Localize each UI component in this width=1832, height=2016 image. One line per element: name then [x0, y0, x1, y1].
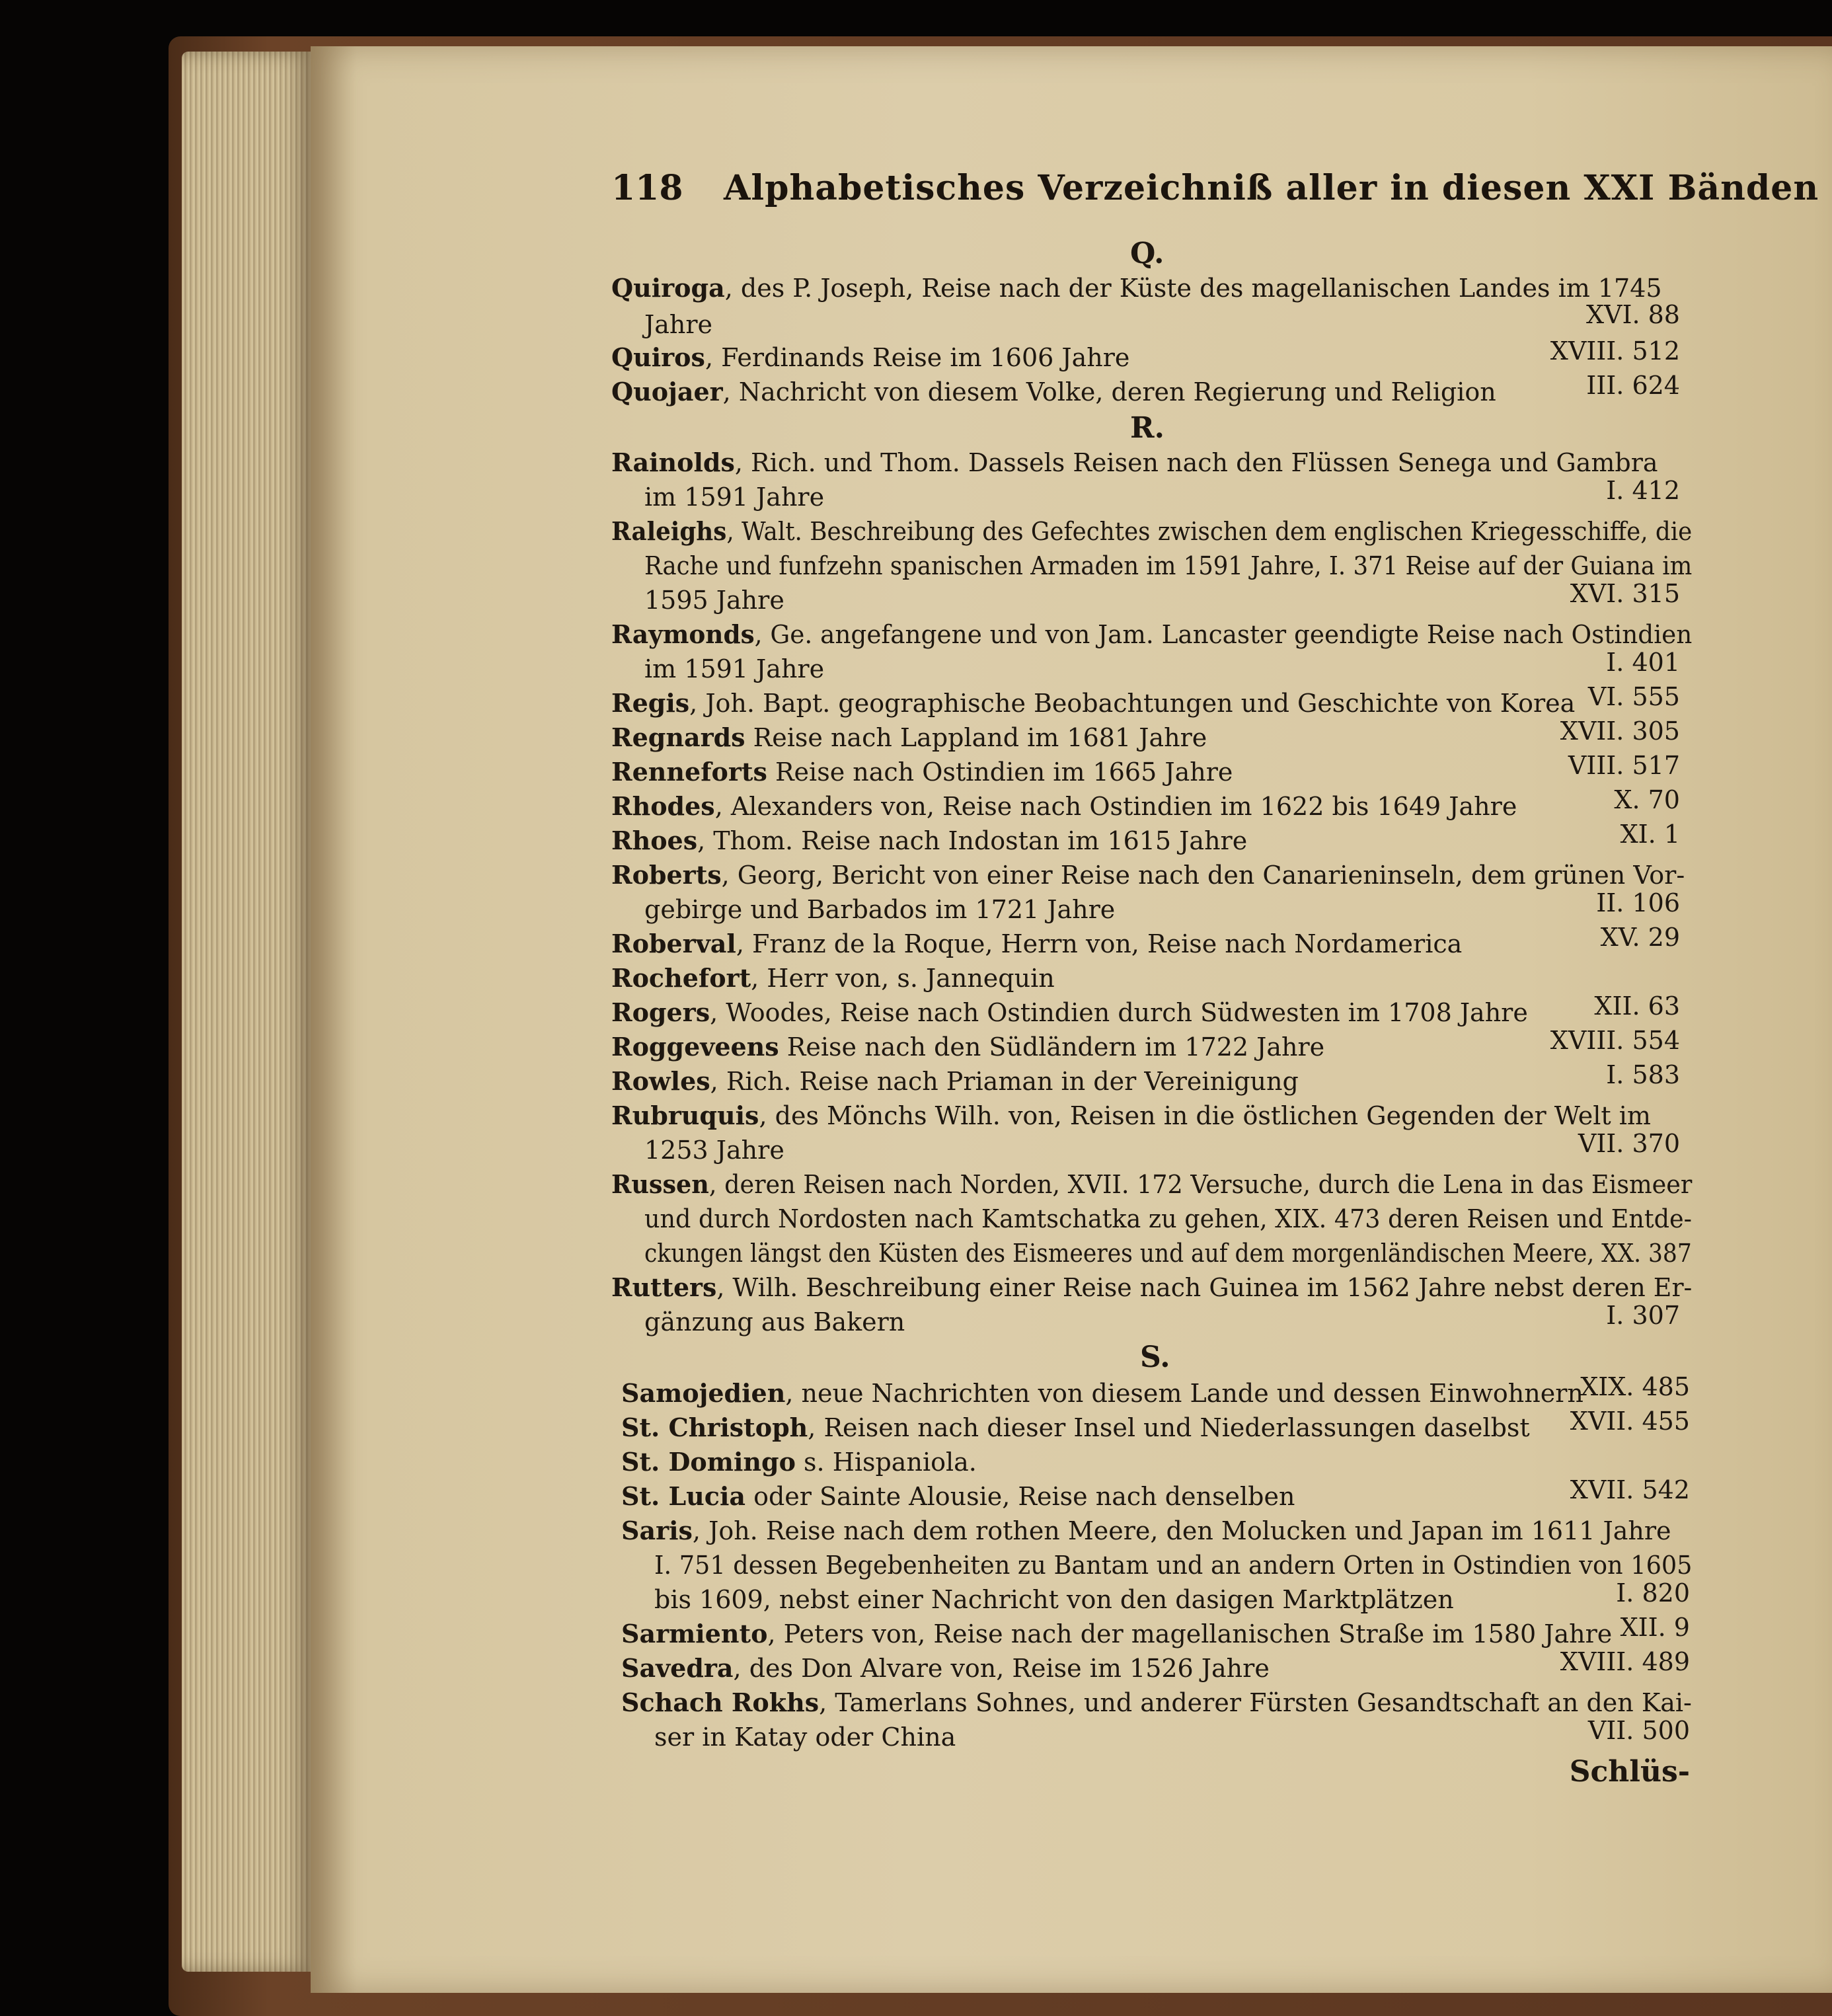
volume-page-ref: X. 70 [1614, 785, 1680, 814]
volume-page-ref: XVI. 88 [1585, 300, 1680, 329]
volume-page-ref: XVII. 305 [1560, 717, 1680, 746]
entry-continuation: I. 751 dessen Begebenheiten zu Bantam und an andern Orten in Ostindien von 1605 [654, 1551, 1693, 1580]
volume-page-ref: XVII. 455 [1570, 1407, 1690, 1436]
volume-page-ref: I. 820 [1616, 1578, 1690, 1608]
volume-page-ref: I. 583 [1606, 1060, 1680, 1089]
entry-continuation: ser in Katay oder China [654, 1723, 956, 1752]
index-entry: Rainolds, Rich. und Thom. Dassels Reisen nach den Flüssen Senega und Gambra [611, 447, 1658, 477]
volume-page-ref: VII. 370 [1578, 1129, 1680, 1158]
index-entry: Raymonds, Ge. angefangene und von Jam. Lancaster geendigte Reise nach Ostindien [611, 619, 1693, 649]
entry-continuation: gänzung aus Bakern [644, 1307, 905, 1337]
index-entry: Rubruquis, des Mönchs Wilh. von, Reisen in die östlichen Gegenden der Welt im [611, 1101, 1651, 1130]
volume-page-ref: VII. 500 [1587, 1716, 1690, 1745]
entry-continuation: im 1591 Jahre [644, 483, 825, 512]
index-entry: Roberts, Georg, Bericht von einer Reise nach den Canarieninseln, dem grünen Vor- [611, 860, 1685, 890]
volume-page-ref: VI. 555 [1587, 682, 1680, 711]
volume-page-ref: II. 106 [1596, 888, 1680, 917]
volume-page-ref: XII. 9 [1620, 1613, 1690, 1642]
running-head [611, 159, 1819, 218]
volume-page-ref: VIII. 517 [1568, 751, 1680, 780]
volume-page-ref: I. 401 [1606, 648, 1680, 677]
volume-page-ref: XII. 63 [1594, 991, 1680, 1021]
volume-page-ref: XVII. 542 [1570, 1475, 1690, 1504]
index-entry: Roberval, Franz de la Roque, Herrn von, Reise nach Nordamerica [611, 929, 1463, 958]
section-letter-r: R. [1130, 411, 1164, 445]
index-entry: Schach Rokhs, Tamerlans Sohnes, und anderer Fürsten Gesandtschaft an den Kai- [621, 1687, 1692, 1717]
section-letter-q: Q. [1130, 237, 1164, 270]
index-entry: Russen, deren Reisen nach Norden, XVII. 172 Versuche, durch die Lena in das Eismeer [611, 1169, 1693, 1199]
entry-continuation: bis 1609, nebst einer Nachricht von den dasigen Marktplätzen [654, 1585, 1454, 1614]
index-entry: Roggeveens Reise nach den Südländern im 1722 Jahre [611, 1032, 1325, 1062]
index-entry: Rhoes, Thom. Reise nach Indostan im 1615 Jahre [611, 826, 1248, 855]
page-number: 118 [611, 168, 683, 208]
index-entry: Rowles, Rich. Reise nach Priaman in der Vereinigung [611, 1066, 1299, 1096]
index-entry: Raleighs, Walt. Beschreibung des Gefechtes zwischen dem englischen Kriegesschiffe, die [611, 516, 1693, 546]
entry-continuation: im 1591 Jahre [644, 654, 825, 683]
running-title: Alphabetisches Verzeichniß aller in diesen XXI Bänden [724, 168, 1819, 208]
volume-page-ref: XVIII. 554 [1550, 1026, 1680, 1055]
index-entry: Samojedien, neue Nachrichten von diesem Lande und dessen Einwohnern [621, 1378, 1584, 1408]
index-entry: Saris, Joh. Reise nach dem rothen Meere, den Molucken und Japan im 1611 Jahre [621, 1516, 1671, 1545]
index-entry: Regis, Joh. Bapt. geographische Beobachtungen und Geschichte von Korea [611, 688, 1576, 718]
volume-page-ref: XV. 29 [1600, 923, 1680, 952]
index-entry: Renneforts Reise nach Ostindien im 1665 Jahre [611, 757, 1233, 787]
index-entry: Quiros, Ferdinands Reise im 1606 Jahre [611, 342, 1130, 372]
entry-continuation: gebirge und Barbados im 1721 Jahre [644, 895, 1116, 924]
index-entry: Quojaer, Nachricht von diesem Volke, deren Regierung und Religion [611, 377, 1496, 407]
catchword: Schlüs- [1569, 1755, 1690, 1789]
index-entry: Rogers, Woodes, Reise nach Ostindien durch Südwesten im 1708 Jahre [611, 997, 1528, 1027]
page-edges [182, 52, 314, 1972]
entry-continuation: und durch Nordosten nach Kamtschatka zu gehen, XIX. 473 deren Reisen und Entde- [644, 1204, 1692, 1233]
entry-continuation: Rache und funfzehn spanischen Armaden im 1591 Jahre, I. 371 Reise auf der Guiana im [644, 551, 1693, 580]
volume-page-ref: III. 624 [1586, 371, 1680, 400]
volume-page-ref: I. 412 [1606, 476, 1680, 505]
index-entry: St. Christoph, Reisen nach dieser Insel und Niederlassungen daselbst [621, 1413, 1530, 1442]
index-entry: Sarmiento, Peters von, Reise nach der magellanischen Straße im 1580 Jahre [621, 1619, 1613, 1648]
entry-continuation: 1253 Jahre [644, 1136, 784, 1165]
index-entry: Regnards Reise nach Lappland im 1681 Jahre [611, 722, 1207, 752]
index-entry: Rutters, Wilh. Beschreibung einer Reise nach Guinea im 1562 Jahre nebst deren Er- [611, 1272, 1693, 1302]
volume-page-ref: I. 307 [1606, 1301, 1680, 1330]
index-entry: Quiroga, des P. Joseph, Reise nach der Küste des magellanischen Landes im 1745 [611, 273, 1662, 303]
index-entry: Rochefort, Herr von, s. Jannequin [611, 963, 1055, 993]
volume-page-ref: XVIII. 512 [1550, 336, 1680, 366]
entry-continuation: 1595 Jahre [644, 586, 784, 615]
volume-page-ref: XI. 1 [1620, 820, 1680, 849]
entry-continuation: ckungen längst den Küsten des Eismeeres und auf dem morgenländischen Meere, XX. 387 [644, 1239, 1692, 1268]
volume-page-ref: XVIII. 489 [1560, 1647, 1690, 1676]
index-entry: Rhodes, Alexanders von, Reise nach Ostindien im 1622 bis 1649 Jahre [611, 791, 1517, 821]
index-entry: Savedra, des Don Alvare von, Reise im 1526 Jahre [621, 1653, 1270, 1683]
index-entry: St. Domingo s. Hispaniola. [621, 1447, 977, 1477]
section-letter-s: S. [1140, 1340, 1170, 1374]
index-entry: St. Lucia oder Sainte Alousie, Reise nach denselben [621, 1481, 1295, 1511]
volume-page-ref: XIX. 485 [1580, 1372, 1690, 1401]
volume-page-ref: XVI. 315 [1570, 579, 1680, 608]
entry-continuation: Jahre [644, 310, 713, 339]
